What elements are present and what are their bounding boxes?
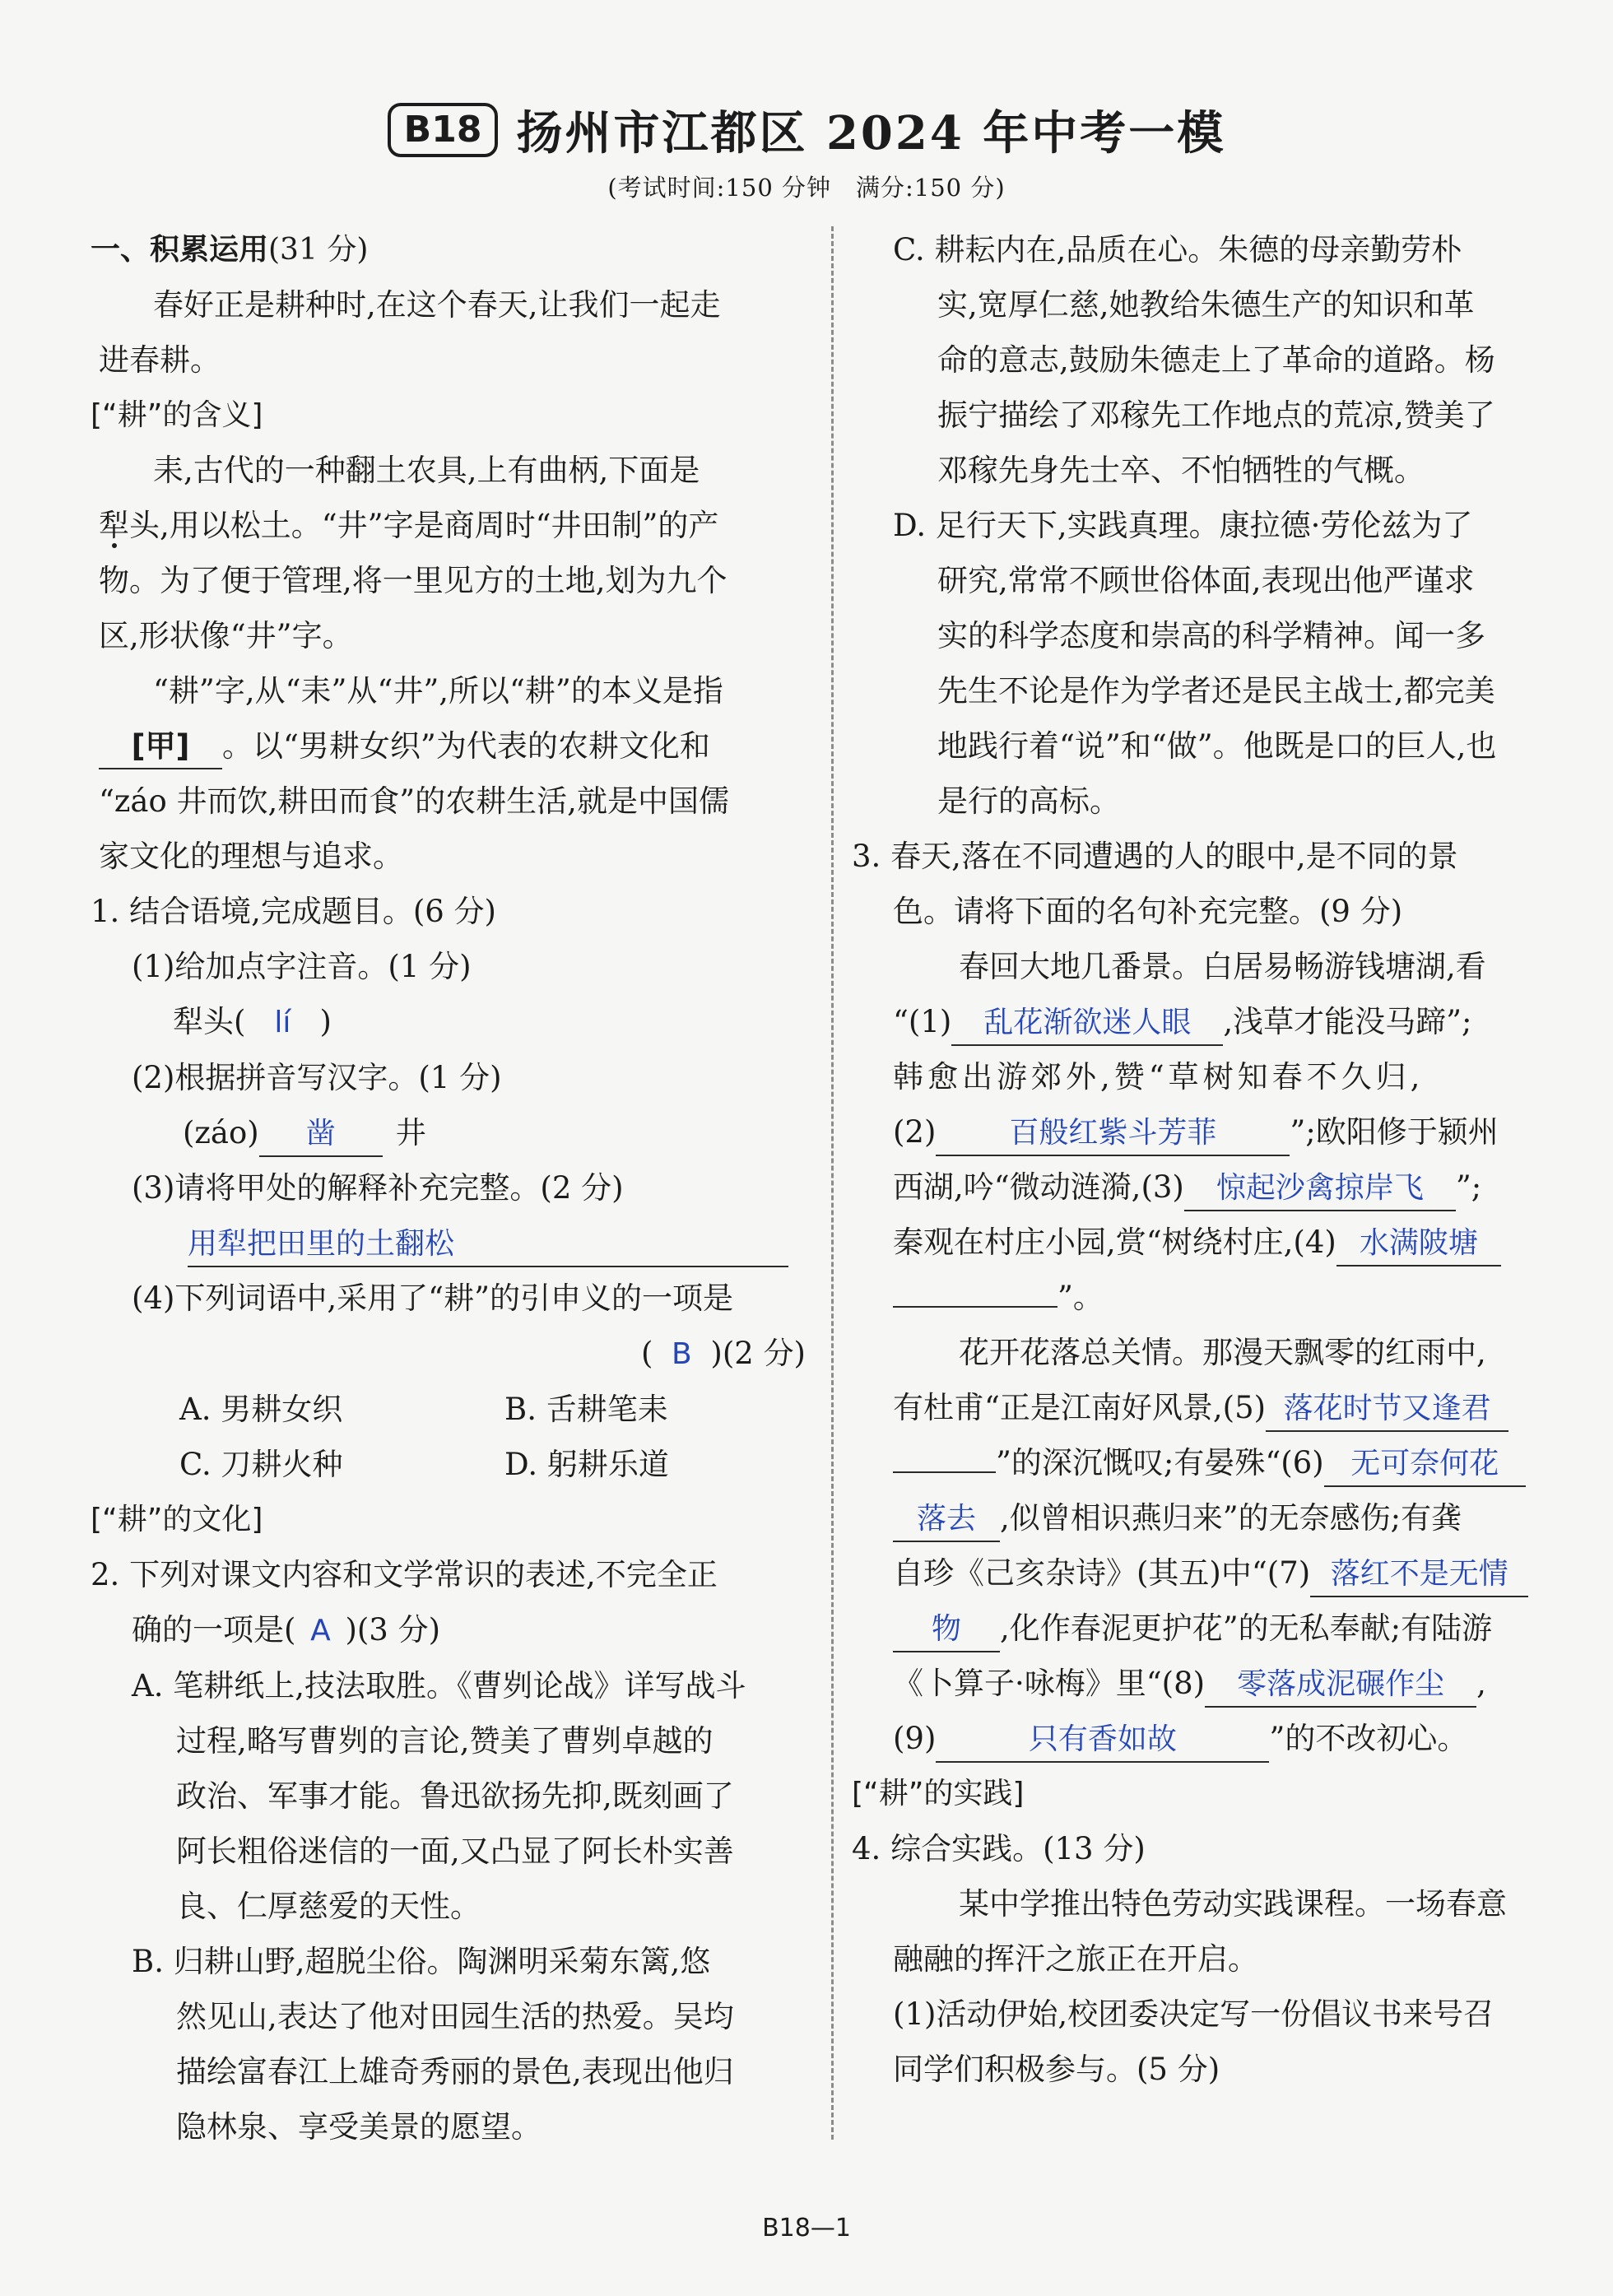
intro-line: 进春耕。 [99,342,221,378]
answer-line: ( B )(2 分) [91,1326,811,1382]
option-d-line: D. 足行天下,实践真理。康拉德·劳伦兹为了 [893,508,1473,543]
fill-line: 《卜算子·咏梅》里“(8) 零落成泥碾作尘 , [852,1656,1568,1711]
fill-line: 物 ,化作春泥更护花”的无私奉献;有陆游 [852,1601,1568,1656]
question-3-line: 色。请将下面的名句补充完整。(9 分) [893,894,1403,929]
options-row [91,1437,811,1492]
options-row [91,1382,811,1437]
answer-blank-6: 无可奈何花 [1324,1443,1526,1487]
fill-line: (9) 只有香如故 ”的不改初心。 [852,1711,1568,1766]
passage-line: 春回大地几番景。白居易畅游钱塘湖,看 [959,949,1486,984]
option-d-line: 地践行着“说”和“做”。他既是口的巨人,也 [937,728,1497,764]
question-1-3: (3)请将甲处的解释补充完整。(2 分) [132,1170,624,1206]
passage-line: [甲] 。以“男耕女织”为代表的农耕文化和 [91,718,811,774]
option: D. 躬耕乐道 [504,1447,669,1482]
answer-blank-5: 落花时节又逢君 [1266,1387,1508,1432]
answer-blank-3: 惊起沙禽掠岸飞 [1184,1167,1456,1211]
answer-blank-8: 零落成泥碾作尘 [1205,1663,1476,1708]
answer-pinyin: lí [274,1006,291,1039]
answer-blank-1: 乱花渐欲迷人眼 [951,1002,1223,1046]
answer-blank-9: 只有香如故 [936,1718,1269,1763]
title-row [0,97,1613,163]
question-2: 2. 下列对课文内容和文学常识的表述,不完全正 [91,1557,718,1592]
option-c-line: 邓稼先身先士卒、不怕牺牲的气概。 [937,453,1425,488]
answer-choice: B [672,1337,692,1371]
fill-line: “(1) 乱花渐欲迷人眼 ,浅草才能没马蹄”; [852,994,1568,1049]
fill-line: 落去 ,似曾相识燕归来”的无奈感伤;有龚 [852,1490,1568,1545]
column-divider [831,226,834,2140]
question-1-2: (2)根据拼音写汉字。(1 分) [132,1060,502,1095]
option-c-line: C. 耕耘内在,品质在心。朱德的母亲勤劳朴 [893,232,1462,267]
fill-line: 自珍《己亥杂诗》(其五)中“(7) 落红不是无情 [852,1545,1568,1601]
paper-code-badge: B18 [388,103,499,157]
passage-line: “záo 井而饮,耕田而食”的农耕生活,就是中国儒 [99,783,729,819]
answer-blank-2: 百般红紫斗芳菲 [936,1112,1290,1156]
right-column [852,222,1568,2097]
question-1-4: (4)下列词语中,采用了“耕”的引申义的一项是 [132,1280,734,1316]
fill-line: ”。 [852,1270,1568,1325]
option-b-line: B. 归耕山野,超脱尘俗。陶渊明采菊东篱,悠 [132,1944,711,1979]
passage-line: 某中学推出特色劳动实践课程。一场春意 [959,1886,1507,1922]
answer-blank-7: 落红不是无情 [1310,1553,1528,1597]
question-3: 3. 春天,落在不同遭遇的人的眼中,是不同的景 [852,839,1458,874]
option: C. 刀耕火种 [179,1447,343,1482]
answer-line [91,1215,811,1271]
option-b-line: 描绘富春江上雄奇秀丽的景色,表现出他归 [176,2054,734,2089]
option-d-line: 实的科学态度和崇高的科学精神。闻一多 [937,618,1485,653]
option-d-line: 研究,常常不顾世俗体面,表现出他严谨求 [937,563,1475,598]
blank-jia: [甲] [99,725,222,769]
answer-blank-4: 水满陂塘 [1336,1222,1501,1267]
section-heading: 一、积累运用(31 分) [91,233,369,267]
passage-line: 物。为了便于管理,将一里见方的土地,划为九个 [99,563,727,598]
fill-line: 秦观在村庄小园,赏“树绕村庄,(4) 水满陂塘 [852,1215,1568,1270]
fill-line: 西湖,吟“微动涟漪,(3) 惊起沙禽掠岸飞 ”; [852,1160,1568,1215]
option-d-line: 是行的高标。 [937,783,1120,819]
option-a-line: 阿长粗俗迷信的一面,又凸显了阿长朴实善 [176,1834,734,1869]
option-d-line: 先生不论是作为学者还是民主战士,都完美 [937,673,1495,709]
answer-choice: A [310,1614,331,1648]
option-c-line: 振宁描绘了邓稼先工作地点的荒凉,赞美了 [937,397,1495,433]
question-2-line: 确的一项是( A )(3 分) [91,1602,811,1658]
answer-blank-7-cont: 物 [893,1608,1000,1652]
option-b-line: 隐林泉、享受美景的愿望。 [176,2109,542,2145]
answer-char: 凿 [259,1113,383,1157]
fill-line: ”的深沉慨叹;有晏殊“(6) 无可奈何花 [852,1435,1568,1490]
option-a-line: A. 笔耕纸上,技法取胜。《曹刿论战》详写战斗 [132,1668,746,1703]
passage-line: “耕”字,从“耒”从“井”,所以“耕”的本义是指 [153,673,723,709]
left-column [91,222,811,2154]
answer-blank-4-cont [893,1306,1058,1308]
answer-blank-6-cont: 落去 [893,1498,1000,1542]
option-b-line: 然见山,表达了他对田园生活的热爱。吴均 [176,1999,734,2034]
topic-tag: [“耕”的文化] [91,1503,263,1536]
option-c-line: 命的意志,鼓励朱德走上了革命的道路。杨 [937,342,1495,378]
option-a-line: 过程,略写曹刿的言论,赞美了曹刿卓越的 [176,1723,714,1759]
passage-line: 韩愈出游郊外,赞“草树知春不久归, [893,1059,1425,1095]
passage-line: 花开花落总关情。那漫天飘零的红雨中, [959,1335,1486,1370]
answer-line: 犁头( lí ) [91,994,811,1050]
option-a-line: 政治、军事才能。鲁迅欲扬先抑,既刻画了 [176,1778,734,1814]
question-4-1-line: 同学们积极参与。(5 分) [893,2052,1220,2087]
answer-explanation: 用犁把田里的土翻松 [188,1223,788,1267]
dotted-char: 犁 [99,508,129,543]
topic-tag: [“耕”的含义] [91,398,263,432]
answer-line: (záo) 凿 井 [91,1105,811,1160]
topic-tag: [“耕”的实践] [852,1777,1025,1810]
option-c-line: 实,宽厚仁慈,她教给朱德生产的知识和革 [937,287,1475,323]
question-4-1: (1)活动伊始,校团委决定写一份倡议书来号召 [893,1996,1494,2032]
page-title: 扬州市江都区 2024 年中考一模 [516,106,1226,160]
question-4: 4. 综合实践。(13 分) [852,1831,1146,1866]
option-a-line: 良、仁厚慈爱的天性。 [176,1889,481,1924]
question-1-1: (1)给加点字注音。(1 分) [132,949,472,984]
passage-line: 耒,古代的一种翻土农具,上有曲柄,下面是 [153,453,700,488]
passage-line: 家文化的理想与追求。 [99,839,403,874]
option: B. 舌耕笔耒 [504,1392,668,1427]
question-1: 1. 结合语境,完成题目。(6 分) [91,894,496,929]
page-number: B18—1 [762,2214,851,2243]
passage-line: 融融的挥汗之旅正在开启。 [893,1941,1258,1977]
fill-line: (2) 百般红紫斗芳菲 ”;欧阳修于颍州 [852,1104,1568,1160]
answer-blank-5-cont [893,1471,996,1473]
passage-line: 犁头,用以松土。“井”字是商周时“井田制”的产 [99,508,719,543]
intro-line: 春好正是耕种时,在这个春天,让我们一起走 [153,287,721,323]
fill-line: 有杜甫“正是江南好风景,(5) 落花时节又逢君 [852,1380,1568,1435]
passage-line: 区,形状像“井”字。 [99,618,353,653]
exam-info: (考试时间:150 分钟 满分:150 分) [607,174,1006,202]
option: A. 男耕女织 [179,1392,343,1427]
